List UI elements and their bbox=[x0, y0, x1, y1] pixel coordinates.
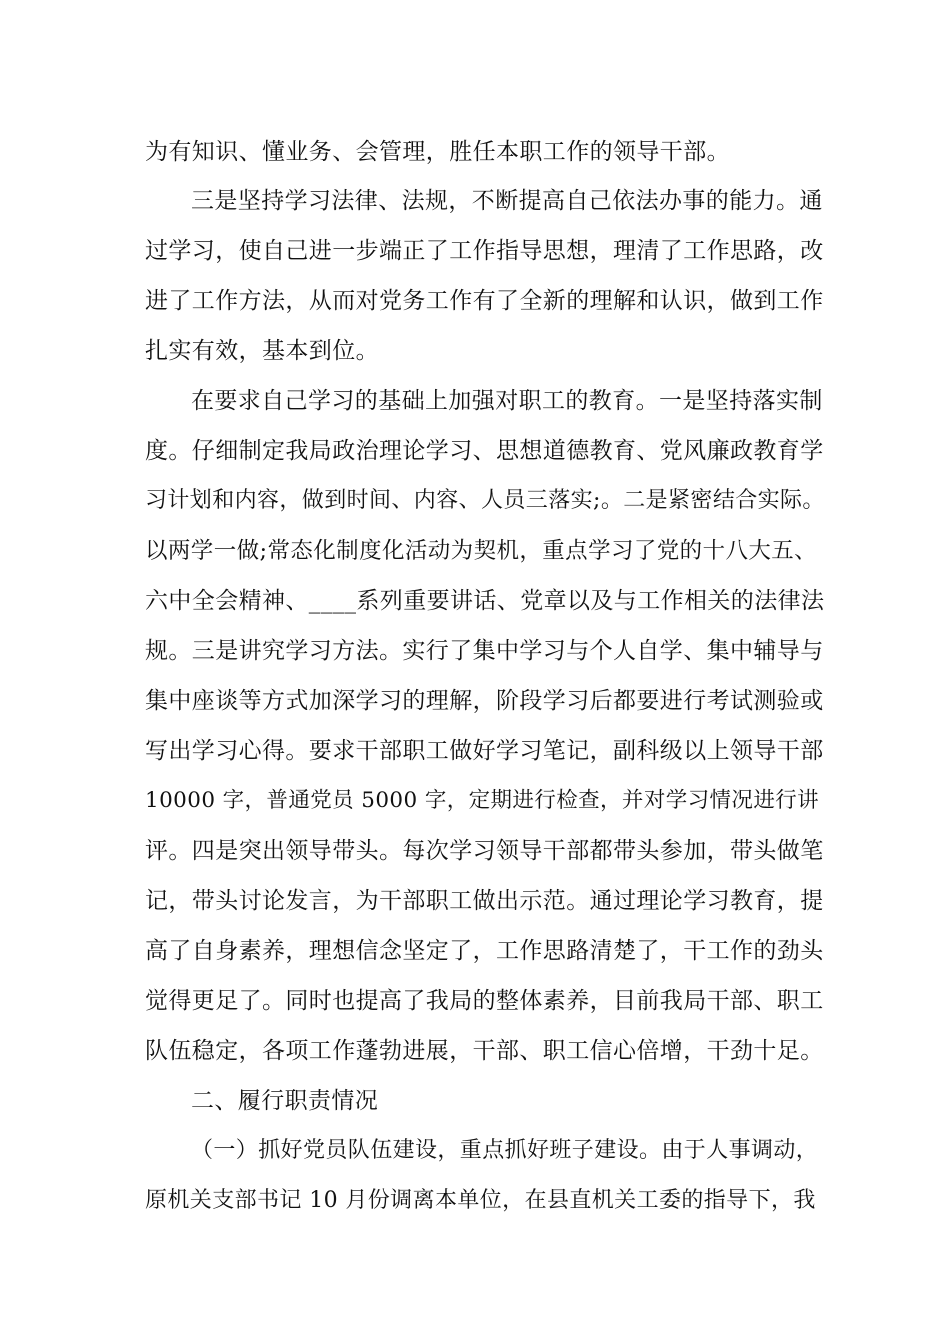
text-line: 写出学习心得。要求干部职工做好学习笔记，副科级以上领导干部 bbox=[145, 738, 824, 764]
text-line: 六中全会精神、____系列重要讲话、党章以及与工作相关的法律法 bbox=[145, 588, 825, 614]
text-line: （一）抓好党员队伍建设，重点抓好班子建设。由于人事调动， bbox=[191, 1138, 819, 1163]
text-line: 规。三是讲究学习方法。实行了集中学习与个人自学、集中辅导与 bbox=[145, 638, 824, 664]
text-line: 进了工作方法，从而对党务工作有了全新的理解和认识，做到工作 bbox=[145, 288, 824, 314]
text-line: 高了自身素养，理想信念坚定了，工作思路清楚了，干工作的劲头 bbox=[145, 938, 824, 964]
text-line: 评。四是突出领导带头。每次学习领导干部都带头参加，带头做笔 bbox=[145, 838, 824, 864]
text-line: 习计划和内容，做到时间、内容、人员三落实;。二是紧密结合实际。 bbox=[145, 488, 825, 513]
text-line: 在要求自己学习的基础上加强对职工的教育。一是坚持落实制 bbox=[191, 388, 823, 414]
text-line: 队伍稳定，各项工作蓬勃进展，干部、职工信心倍增，干劲十足。 bbox=[145, 1038, 824, 1064]
text-line: 原机关支部书记 10 月份调离本单位，在县直机关工委的指导下，我 bbox=[145, 1188, 816, 1213]
text-line: 以两学一做;常态化制度化活动为契机，重点学习了党的十八大五、 bbox=[145, 538, 818, 564]
text-line: 觉得更足了。同时也提高了我局的整体素养，目前我局干部、职工 bbox=[145, 988, 824, 1014]
text-line: 过学习，使自己进一步端正了工作指导思想，理清了工作思路，改 bbox=[145, 238, 824, 264]
text-line: 扎实有效，基本到位。 bbox=[145, 338, 379, 364]
text-line: 度。仔细制定我局政治理论学习、思想道德教育、党风廉政教育学 bbox=[145, 438, 824, 464]
text-line: 三是坚持学习法律、法规，不断提高自己依法办事的能力。通 bbox=[191, 188, 823, 214]
text-line: 为有知识、懂业务、会管理，胜任本职工作的领导干部。 bbox=[145, 139, 730, 165]
text-line: 集中座谈等方式加深学习的理解，阶段学习后都要进行考试测验或 bbox=[145, 688, 824, 714]
text-line: 记，带头讨论发言，为干部职工做出示范。通过理论学习教育，提 bbox=[145, 888, 824, 914]
text-line: 10000 字，普通党员 5000 字，定期进行检查，并对学习情况进行讲 bbox=[145, 788, 820, 813]
section-heading: 二、履行职责情况 bbox=[191, 1088, 379, 1114]
